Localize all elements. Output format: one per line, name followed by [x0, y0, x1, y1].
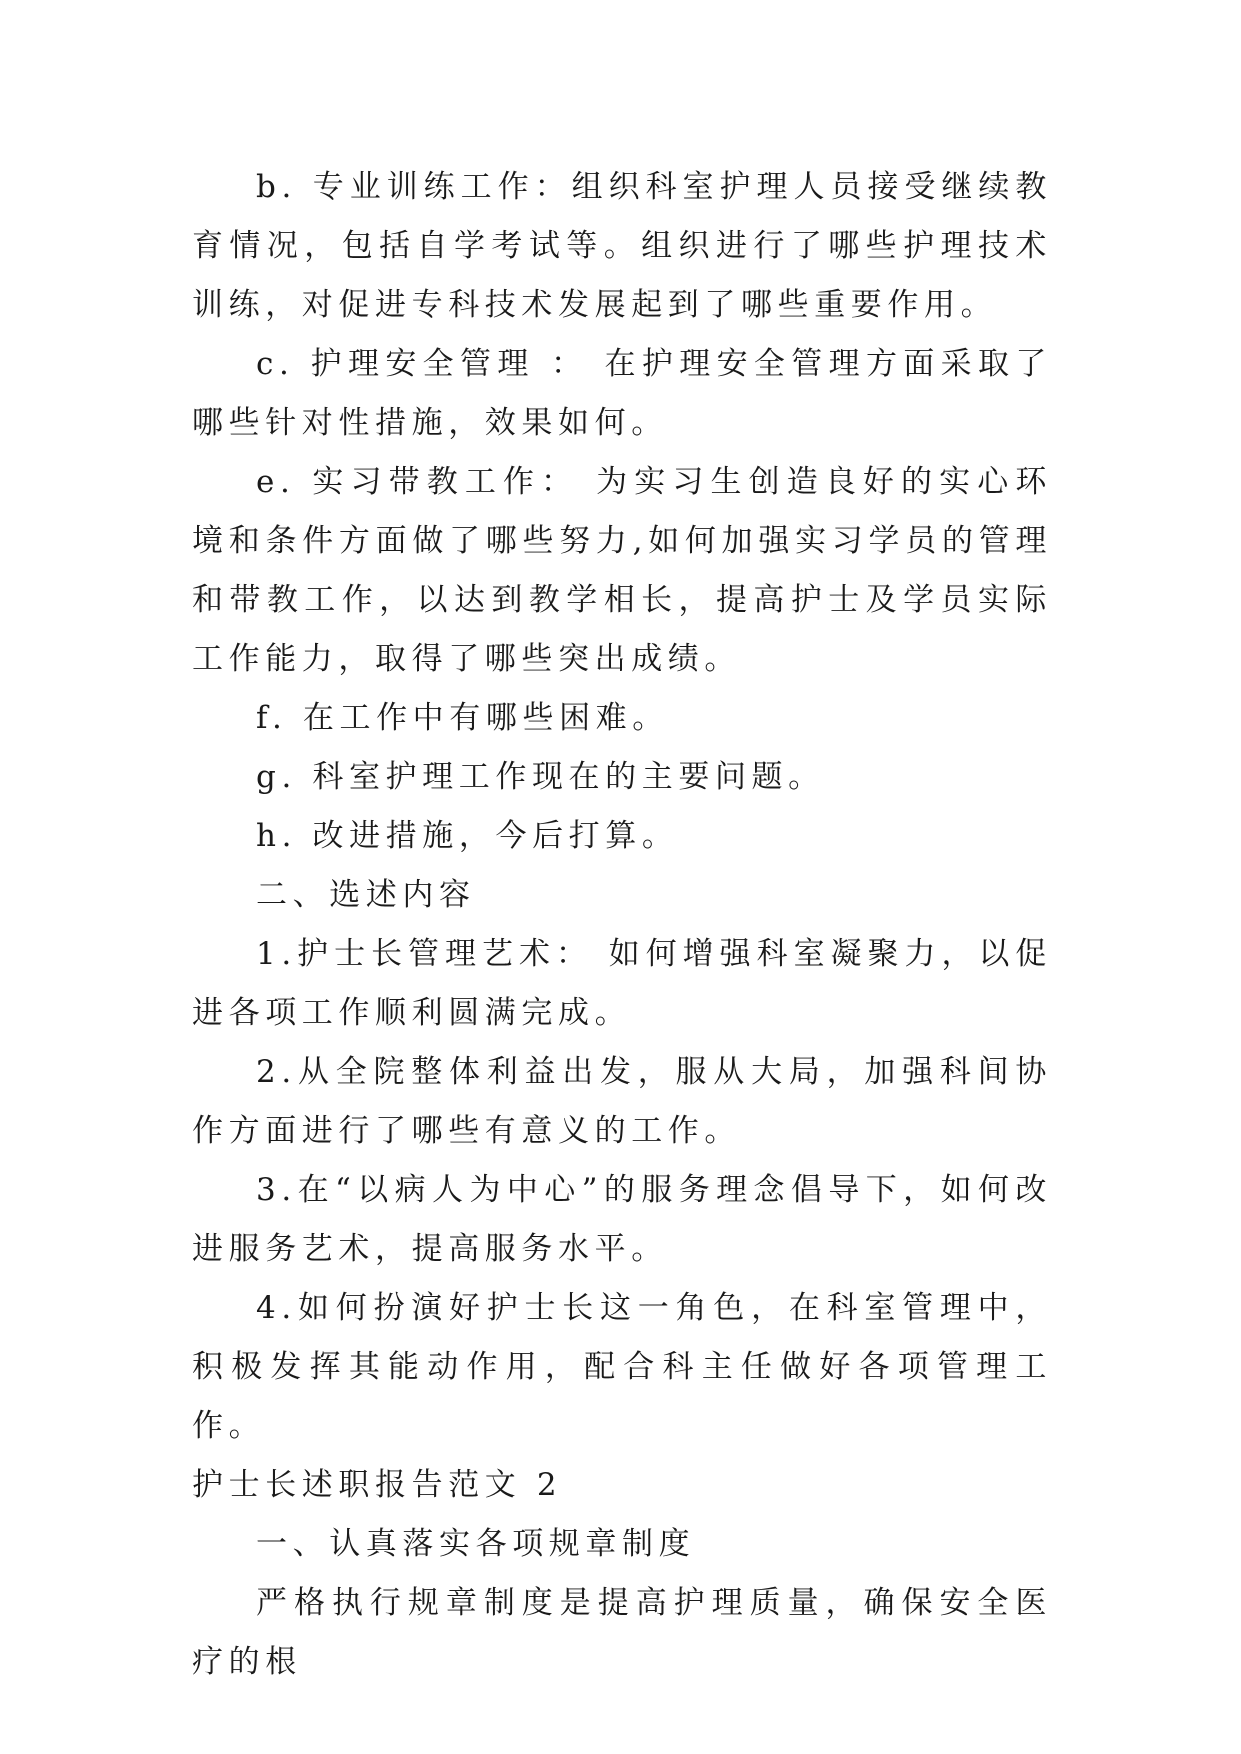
section-heading-regulations: 一、认真落实各项规章制度: [256, 1526, 696, 1562]
list-item-3: 3.在“以病人为中心”的服务理念倡导下，如何改进服务艺术，提高服务水平。: [192, 1172, 1052, 1267]
paragraph-regulations-body: 严格执行规章制度是提高护理质量，确保安全医疗的根: [192, 1585, 1052, 1680]
paragraph-e-internship-teaching: e. 实习带教工作： 为实习生创造良好的实心环境和条件方面做了哪些努力,如何加强实习学员的管理和带教工作，以达到教学相长，提高护士及学员实际工作能力，取得了哪些突出成绩。: [192, 464, 1052, 677]
paragraph-h-improvements: h. 改进措施，今后打算。: [256, 818, 679, 854]
list-item-4: 4.如何扮演好护士长这一角色，在科室管理中，积极发挥其能动作用，配合科主任做好各项管理工作。: [192, 1290, 1052, 1444]
paragraph-b-professional-training: b. 专业训练工作：组织科室护理人员接受继续教育情况，包括自学考试等。组织进行了哪些护理技术训练，对促进专科技术发展起到了哪些重要作用。: [192, 169, 1052, 323]
list-item-2: 2.从全院整体利益出发，服从大局，加强科间协作方面进行了哪些有意义的工作。: [192, 1054, 1052, 1149]
paragraph-f-difficulties: f. 在工作中有哪些困难。: [256, 700, 669, 736]
document-page: [192, 158, 1052, 1692]
section-heading-optional-content: 二、选述内容: [256, 877, 476, 913]
document-title-sample-2: 护士长述职报告范文 2: [192, 1467, 563, 1503]
paragraph-g-main-problems: g. 科室护理工作现在的主要问题。: [256, 759, 825, 795]
list-item-1: 1.护士长管理艺术： 如何增强科室凝聚力，以促进各项工作顺利圆满完成。: [192, 936, 1052, 1031]
paragraph-c-nursing-safety: c. 护理安全管理 ： 在护理安全管理方面采取了哪些针对性措施，效果如何。: [192, 346, 1052, 441]
